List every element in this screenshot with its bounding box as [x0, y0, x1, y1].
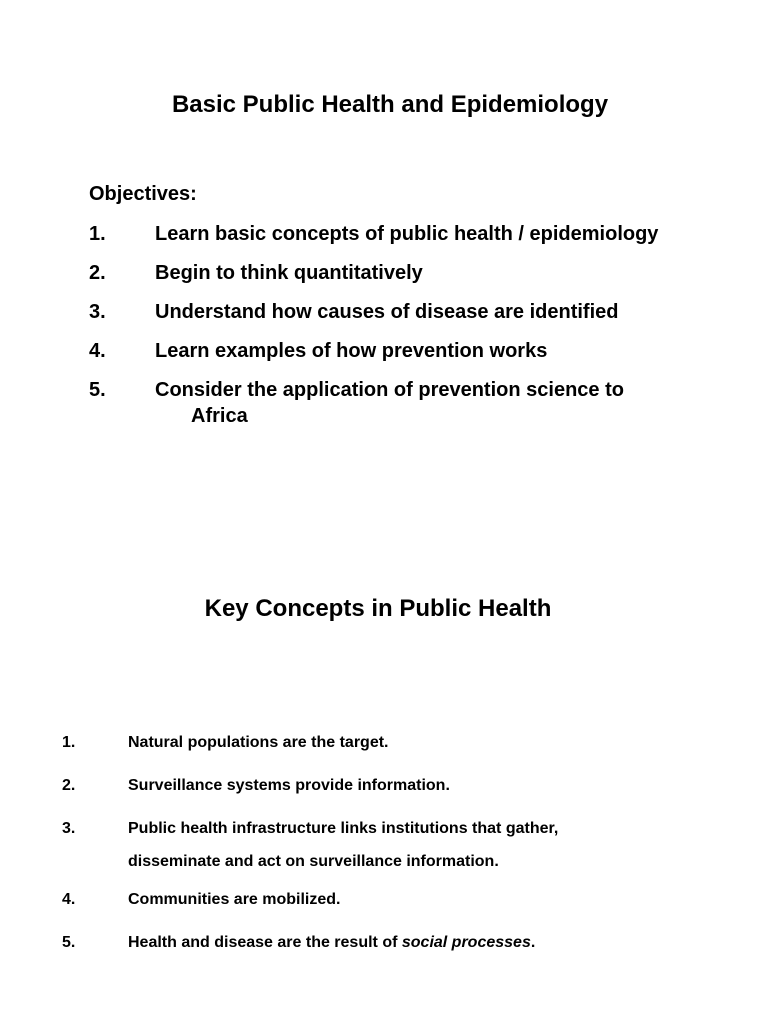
item-text-end: .: [530, 934, 536, 951]
item-number: 2.: [62, 777, 76, 794]
item-text: Learn basic concepts of public health / epidemiology: [155, 223, 659, 245]
item-number: 4.: [89, 340, 106, 362]
item-text-continuation: Africa: [191, 405, 248, 427]
objectives-list: [89, 221, 749, 442]
list-item: [62, 888, 742, 912]
list-item: [89, 338, 749, 364]
list-item: [89, 221, 749, 247]
item-number: 3.: [62, 820, 76, 837]
item-number: 1.: [89, 223, 106, 245]
list-item: [62, 931, 742, 955]
list-item: [89, 260, 749, 286]
item-text: Health and disease are the result of: [128, 934, 402, 951]
item-text-continuation: disseminate and act on surveillance information.: [128, 853, 499, 870]
item-text: Natural populations are the target.: [128, 734, 389, 751]
list-item: [62, 774, 742, 798]
list-item: [62, 731, 742, 755]
item-text: Public health infrastructure links institutions that gather,: [128, 820, 559, 837]
key-concepts-list: [62, 731, 742, 974]
slide-title: Basic Public Health and Epidemiology: [171, 91, 609, 118]
list-item: [62, 812, 742, 878]
item-number: 2.: [89, 262, 106, 284]
item-text-group: [155, 377, 749, 429]
item-number: 5.: [89, 379, 106, 401]
objectives-heading: Objectives:: [89, 183, 197, 205]
item-number: 4.: [62, 891, 76, 908]
item-text: Learn examples of how prevention works: [155, 340, 548, 362]
item-text: Surveillance systems provide information.: [128, 777, 450, 794]
item-text: Begin to think quantitatively: [155, 262, 423, 284]
item-text: Communities are mobilized.: [128, 891, 341, 908]
section-title: Key Concepts in Public Health: [204, 595, 552, 622]
item-emphasis: social processes: [401, 934, 531, 951]
item-text: Consider the application of prevention science to: [155, 379, 624, 401]
list-item: [89, 299, 749, 325]
item-number: 3.: [89, 301, 106, 323]
list-item: [89, 377, 749, 429]
item-text: Understand how causes of disease are identified: [155, 301, 619, 323]
item-number: 5.: [62, 934, 76, 951]
item-number: 1.: [62, 734, 76, 751]
item-text-group: [128, 931, 742, 955]
item-text-group: [128, 812, 742, 878]
